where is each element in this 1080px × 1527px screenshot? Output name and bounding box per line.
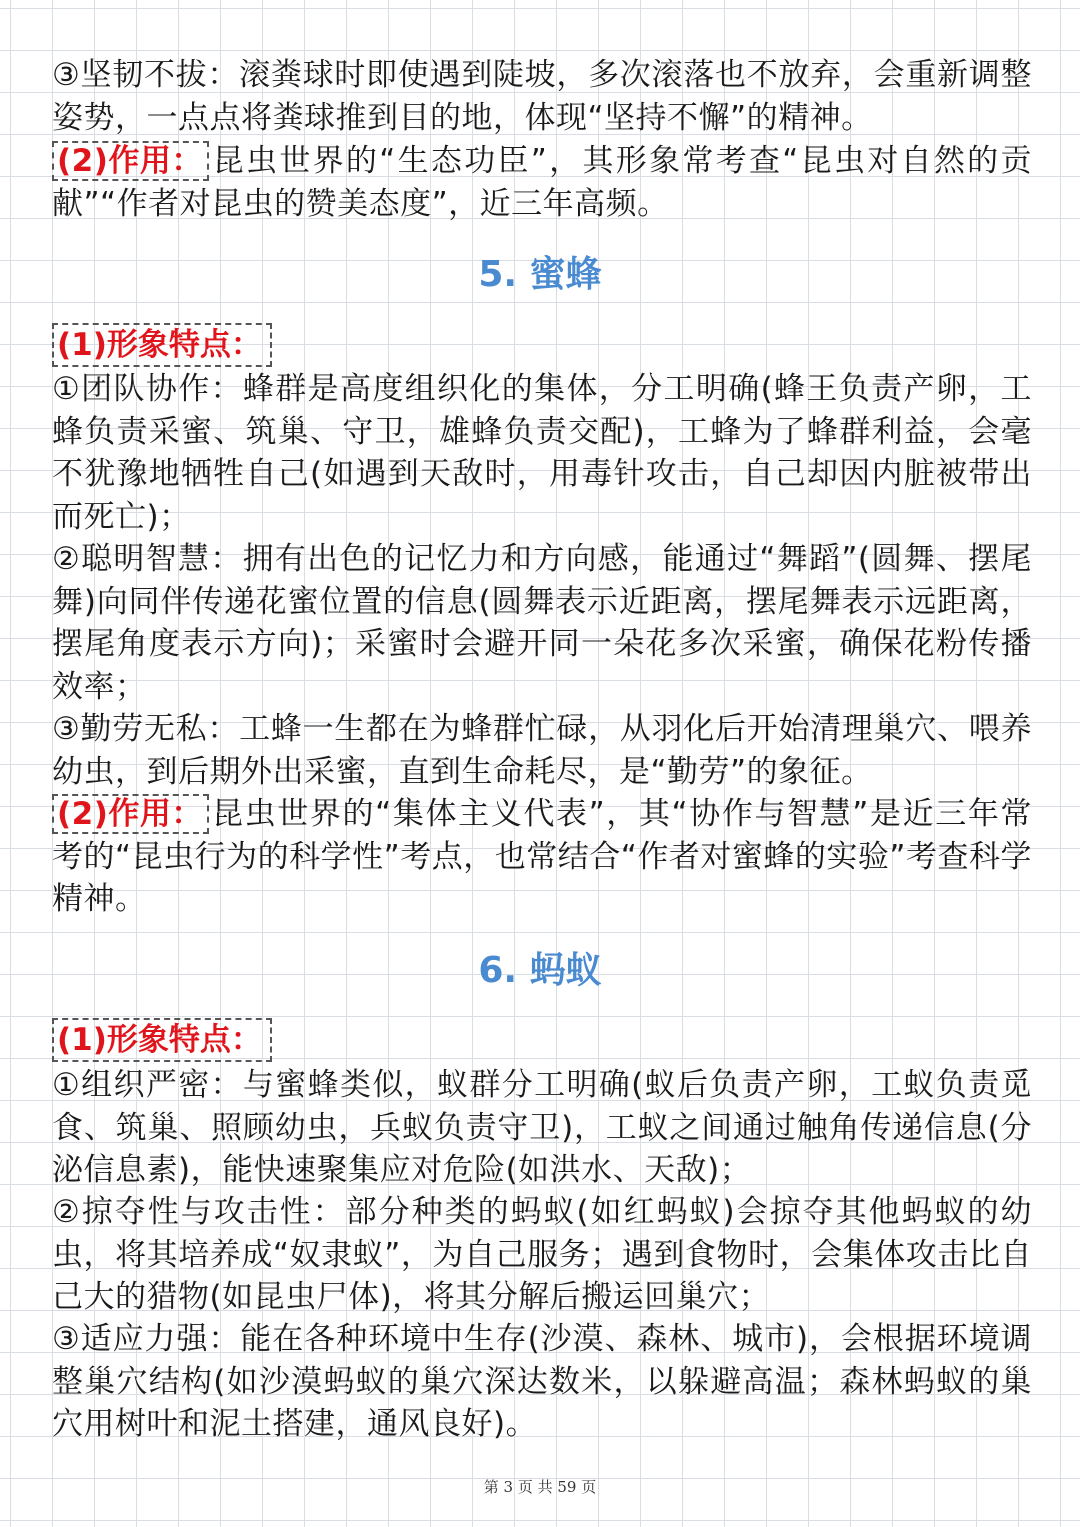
section-heading-bee: 5. 蜜蜂 (478, 254, 602, 295)
bee-traits-label: (1)形象特点： (52, 323, 272, 367)
bee-role-label: (2)作用： (52, 794, 209, 834)
dung-beetle-trait-3: ③坚韧不拔：滚粪球时即使遇到陡坡，多次滚落也不放弃，会重新调整姿势，一点点将粪球推到目的地，体现“坚持不懈”的精神。 (52, 57, 1032, 136)
ant-trait-2: ②掠夺性与攻击性：部分种类的蚂蚁(如红蚂蚁)会掠夺其他蚂蚁的幼虫，将其培养成“奴隶蚁”，为自己服务；遇到食物时，会集体攻击比自己大的猎物(如昆虫尸体)，将其分解后搬运回巢穴； (52, 1194, 1032, 1315)
role-label: (2)作用： (52, 141, 209, 181)
bee-trait-2: ②聪明智慧：拥有出色的记忆力和方向感，能通过“舞蹈”(圆舞、摆尾舞)向同伴传递花蜜位置的信息(圆舞表示近距离，摆尾舞表示远距离，摆尾角度表示方向)；采蜜时会避开同一朵花多次采蜜，确保花粉传播效率； (52, 541, 1032, 705)
bee-trait-3: ③勤劳无私：工蜂一生都在为蜂群忙碌，从羽化后开始清理巢穴、喂养幼虫，到后期外出采蜜，直到生命耗尽，是“勤劳”的象征。 (52, 711, 1032, 790)
section-heading-ant: 6. 蚂蚁 (478, 950, 602, 991)
role-text: 昆虫世界的“生态功臣”，其形象常考查“昆虫对自然的贡献”“作者对昆虫的赞美态度”，近三年高频。 (52, 143, 1032, 222)
bee-role (52, 793, 1032, 921)
dung-beetle-role (52, 140, 1032, 225)
page-number-footer: 第 3 页 共 59 页 (483, 1478, 597, 1496)
bee-trait-1: ①团队协作：蜂群是高度组织化的集体，分工明确(蜂王负责产卵，工蜂负责采蜜、筑巢、守卫，雄蜂负责交配)，工蜂为了蜂群利益，会毫不犹豫地牺牲自己(如遇到天敌时，用毒针攻击，自己却因内脏被带出而死亡)； (52, 371, 1032, 535)
ant-trait-1: ①组织严密：与蜜蜂类似，蚁群分工明确(蚁后负责产卵，工蚁负责觅食、筑巢、照顾幼虫，兵蚁负责守卫)，工蚁之间通过触角传递信息(分泌信息素)，能快速聚集应对危险(如洪水、天敌)； (52, 1067, 1032, 1188)
ant-traits-label: (1)形象特点： (52, 1018, 272, 1062)
bee-role-text: 昆虫世界的“集体主义代表”，其“协作与智慧”是近三年常考的“昆虫行为的科学性”考点，也常结合“作者对蜜蜂的实验”考查科学精神。 (52, 796, 1032, 917)
ant-trait-3: ③适应力强：能在各种环境中生存(沙漠、森林、城市)，会根据环境调整巢穴结构(如沙漠蚂蚁的巢穴深达数米，以躲避高温；森林蚂蚁的巢穴用树叶和泥土搭建，通风良好)。 (52, 1321, 1032, 1442)
